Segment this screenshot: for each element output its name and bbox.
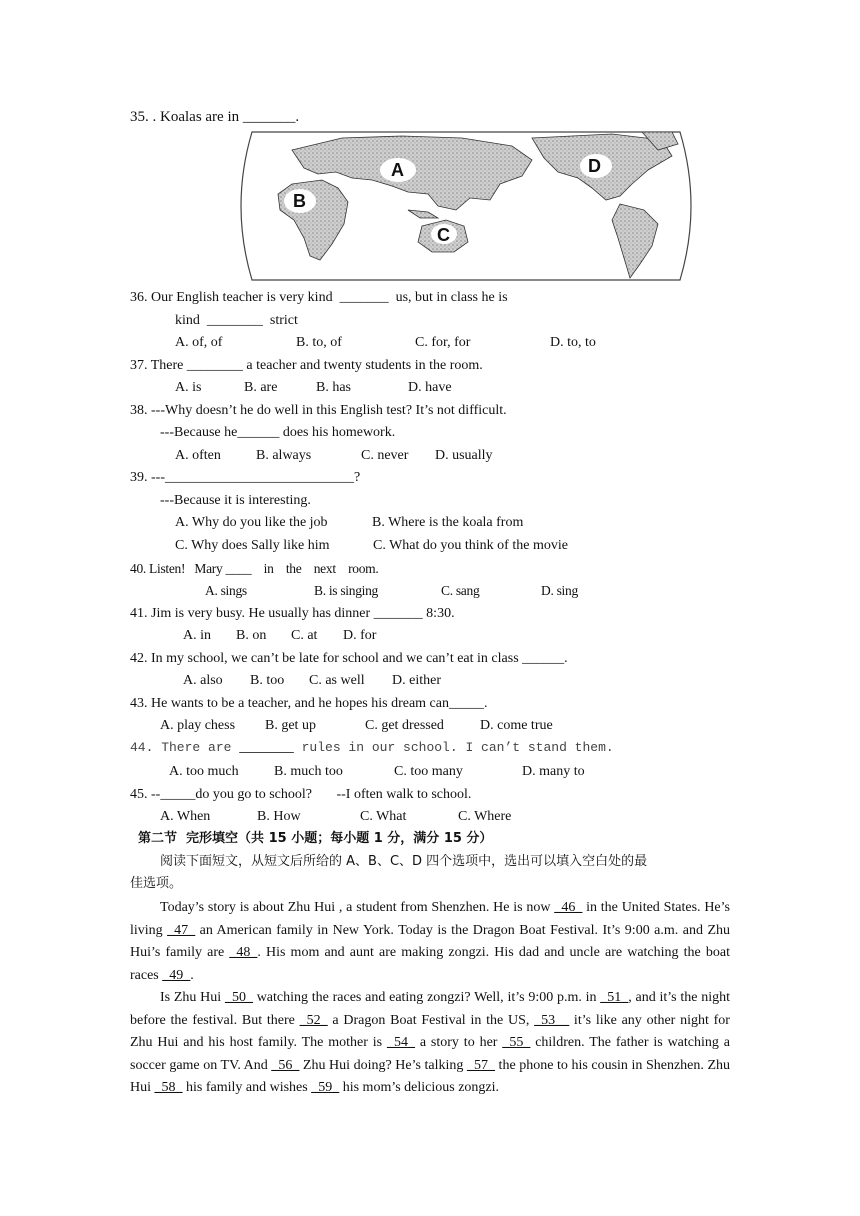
question-38-reply: ---Because he______ does his homework. <box>160 425 396 440</box>
question-44 <box>130 739 614 757</box>
option-45-a: A. When <box>160 809 211 824</box>
question-42: 42. In my school, we can’t be late for school and we can’t eat in class ______. <box>130 651 568 666</box>
option-42-b: B. too <box>250 673 285 688</box>
question-36-stem: 36. Our English teacher is very kind _______ us, but in class he is <box>130 290 508 305</box>
option-41-d: D. for <box>343 628 377 643</box>
passage-text: Is Zhu Hui <box>160 990 225 1005</box>
option-41-b: B. on <box>236 628 267 643</box>
question-44-pre: 44. There are <box>130 740 240 755</box>
option-42-d: D. either <box>392 673 441 688</box>
option-45-c: C. What <box>360 809 407 824</box>
option-39-d: C. What do you think of the movie <box>373 538 568 553</box>
option-40-d: D. sing <box>541 583 578 598</box>
passage-text: an American family in New York. Today is the Dragon Boat Festival. It’s 9:00 a.m. and Zhu Hui’s family are <box>130 922 730 960</box>
passage-text: his mom’s delicious zongzi. <box>339 1080 500 1095</box>
option-43-d: D. come true <box>480 718 553 733</box>
option-45-d: C. Where <box>458 809 512 824</box>
option-40-c: C. sang <box>441 583 480 598</box>
option-39-c: C. Why does Sally like him <box>175 538 330 553</box>
cloze-blank: _54_ <box>386 1035 415 1050</box>
option-44-b: B. much too <box>274 764 343 779</box>
cloze-blank: _52_ <box>299 1012 328 1028</box>
option-44-a: A. too much <box>169 764 239 779</box>
option-44-d: D. many to <box>522 764 585 779</box>
option-37-d: D. have <box>408 380 452 395</box>
map-label-b: B <box>293 191 306 211</box>
passage-text: in the United States. He’s living <box>130 900 730 938</box>
option-38-c: C. never <box>361 448 409 463</box>
option-42-c: C. as well <box>309 673 365 688</box>
option-41-a: A. in <box>183 628 211 643</box>
cloze-blank: _53__ <box>534 1012 570 1028</box>
option-38-b: B. always <box>256 448 312 463</box>
question-41: 41. Jim is very busy. He usually has dinner _______ 8:30. <box>130 606 455 621</box>
cloze-blank: _51_ <box>600 990 629 1005</box>
question-36-stem2: kind ________ strict <box>175 313 298 328</box>
passage-text: children. The father is watching a soccer game on TV. And <box>130 1035 730 1073</box>
option-37-b: B. are <box>244 380 278 395</box>
passage-text: , and it’s the night before the festival. But there <box>130 990 731 1028</box>
option-38-a: A. often <box>175 448 221 463</box>
question-38: 38. ---Why doesn’t he do well in this English test? It’s not difficult. <box>130 403 507 418</box>
question-39-reply: ---Because it is interesting. <box>160 493 311 508</box>
option-42-a: A. also <box>183 673 223 688</box>
passage-text: it’s like any other night for Zhu Hui and his host family. The mother is <box>130 1012 730 1050</box>
map-label-a: A <box>391 160 404 180</box>
section-title: 第二节 完形填空（共 15 小题；每小题 1 分，满分 15 分） <box>138 831 493 846</box>
option-41-c: C. at <box>291 628 318 643</box>
option-40-b: B. is singing <box>314 583 378 598</box>
option-37-a: A. is <box>175 380 202 395</box>
option-39-a: A. Why do you like the job <box>175 515 328 530</box>
option-45-b: B. How <box>257 809 301 824</box>
option-40-a: A. sings <box>205 583 247 598</box>
cloze-blank: _58_ <box>154 1080 183 1095</box>
section-instruction-1: 阅读下面短文，从短文后所给的 A、B、C、D 四个选项中，选出可以填入空白处的最 <box>160 854 648 869</box>
cloze-blank: _56_ <box>271 1057 300 1073</box>
option-43-c: C. get dressed <box>365 718 444 733</box>
passage-text: watching the races and eating zongzi? Well, it’s 9:00 p.m. in <box>252 990 601 1005</box>
option-36-c: C. for, for <box>415 335 471 350</box>
passage-paragraph-1 <box>130 897 730 987</box>
question-44-blank <box>239 740 294 755</box>
cloze-blank: _59_ <box>311 1080 340 1095</box>
passage-text: . <box>190 967 194 983</box>
option-36-a: A. of, of <box>175 335 223 350</box>
passage-paragraph-2 <box>130 987 730 1100</box>
option-39-b: B. Where is the koala from <box>372 515 524 530</box>
passage-text: a story to her <box>414 1035 503 1050</box>
option-43-b: B. get up <box>265 718 316 733</box>
cloze-blank: _50_ <box>224 990 253 1005</box>
option-44-c: C. too many <box>394 764 463 779</box>
cloze-blank: _46_ <box>554 900 583 915</box>
map-label-c: C <box>437 225 450 245</box>
world-map <box>232 128 700 284</box>
question-44-post: rules in our school. I can’t stand them. <box>293 740 614 755</box>
passage-text: . His mom and aunt are making zongzi. His dad and uncle are watching the boat races <box>130 945 730 983</box>
question-37: 37. There ________ a teacher and twenty students in the room. <box>130 358 483 373</box>
map-label-d: D <box>588 156 601 176</box>
question-45: 45. --_____do you go to school? --I often walk to school. <box>130 787 472 802</box>
option-36-d: D. to, to <box>550 335 596 350</box>
question-39: 39. ---___________________________? <box>130 470 361 485</box>
passage-text: Zhu Hui doing? He’s talking <box>299 1057 467 1073</box>
passage-text: his family and wishes <box>182 1080 312 1095</box>
option-38-d: D. usually <box>435 448 493 463</box>
cloze-blank: _49_ <box>162 967 191 983</box>
section-instruction-2: 佳选项。 <box>130 876 183 891</box>
option-36-b: B. to, of <box>296 335 342 350</box>
question-43: 43. He wants to be a teacher, and he hopes his dream can_____. <box>130 696 488 711</box>
cloze-blank: _55_ <box>502 1035 531 1050</box>
option-43-a: A. play chess <box>160 718 236 733</box>
option-37-c: B. has <box>316 380 351 395</box>
cloze-blank: _57_ <box>466 1057 495 1073</box>
question-35: 35. . Koalas are in _______. <box>130 109 300 125</box>
cloze-blank: _47_ <box>167 922 196 938</box>
passage-text: Today’s story is about Zhu Hui , a student from Shenzhen. He is now <box>160 900 555 915</box>
question-40: 40. Listen! Mary ____ in the next room. <box>130 561 379 576</box>
cloze-blank: _48_ <box>229 945 258 960</box>
passage-text: a Dragon Boat Festival in the US, <box>327 1012 535 1028</box>
passage-text: the phone to his cousin in Shenzhen. Zhu Hui <box>130 1057 731 1095</box>
